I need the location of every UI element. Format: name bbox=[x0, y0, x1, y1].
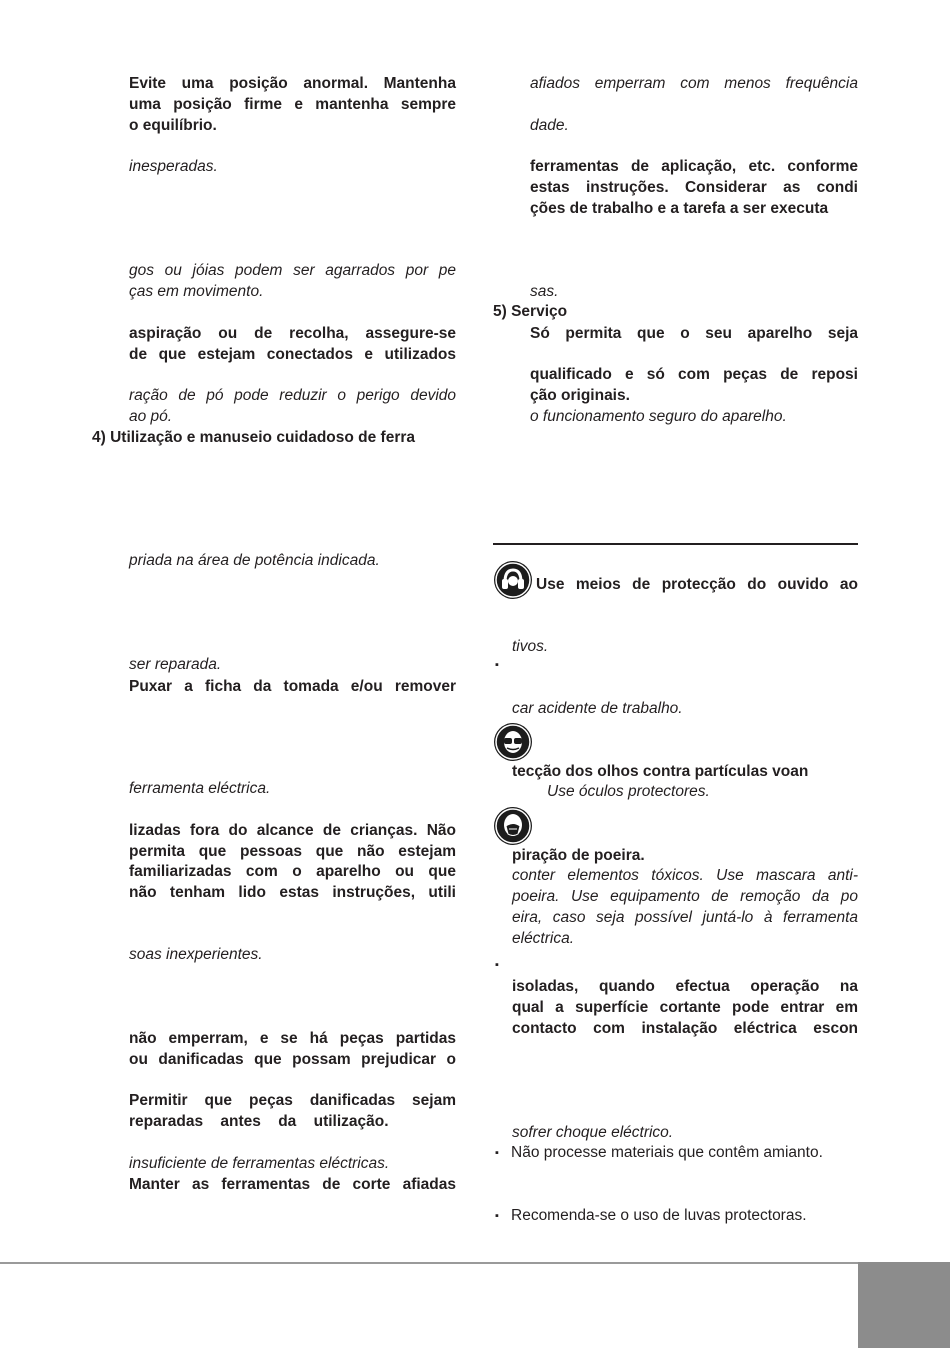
text-line: Só permita que o seu aparelho seja bbox=[530, 325, 858, 342]
section-heading: 5) Serviço bbox=[493, 303, 568, 320]
ear-protection-icon bbox=[494, 561, 532, 599]
page-tab bbox=[858, 1262, 950, 1348]
text-line: ferramentas de aplicação, etc. conforme bbox=[530, 158, 858, 175]
text-line: sofrer choque eléctrico. bbox=[512, 1124, 674, 1141]
text-line: Use meios de protecção do ouvido ao bbox=[536, 576, 858, 593]
text-line: sas. bbox=[530, 283, 559, 300]
text-line: de que estejam conectados e utilizados bbox=[129, 346, 456, 363]
text-line: Evite uma posição anormal. Mantenha bbox=[129, 75, 456, 92]
text-line: o equilíbrio. bbox=[129, 117, 217, 134]
text-line: Permitir que peças danificadas sejam bbox=[129, 1092, 456, 1109]
text-line: eira, caso seja possível juntá-lo à ferramenta bbox=[512, 909, 858, 926]
text-line: Puxar a ficha da tomada e/ou remover bbox=[129, 678, 456, 695]
footer-rule bbox=[0, 1262, 858, 1264]
eye-protection-icon bbox=[494, 723, 532, 761]
text-line: ferramenta eléctrica. bbox=[129, 780, 271, 797]
bullet-marker: ▪ bbox=[495, 1210, 499, 1222]
text-line: ser reparada. bbox=[129, 656, 222, 673]
text-line: inesperadas. bbox=[129, 158, 218, 175]
text-line: Use óculos protectores. bbox=[547, 783, 710, 800]
bullet-marker: ▪ bbox=[495, 1147, 499, 1159]
text-line: piração de poeira. bbox=[512, 847, 645, 864]
text-line: tecção dos olhos contra partículas voan bbox=[512, 763, 809, 780]
text-line: qualificado e só com peças de reposi bbox=[530, 366, 858, 383]
text-line: o funcionamento seguro do aparelho. bbox=[530, 408, 787, 425]
text-line: aspiração ou de recolha, assegure-se bbox=[129, 325, 456, 342]
text-line: soas inexperientes. bbox=[129, 946, 263, 963]
text-line: tivos. bbox=[512, 638, 549, 655]
text-line: uma posição firme e mantenha sempre bbox=[129, 96, 456, 113]
text-line: permita que pessoas que não estejam bbox=[129, 843, 456, 860]
text-line: ao pó. bbox=[129, 408, 173, 425]
text-line: Recomenda-se o uso de luvas protectoras. bbox=[511, 1207, 807, 1224]
text-line: ou danificadas que possam prejudicar o bbox=[129, 1051, 456, 1068]
text-line: priada na área de potência indicada. bbox=[129, 552, 380, 569]
bullet-marker: ▪ bbox=[495, 959, 499, 971]
text-line: ração de pó pode reduzir o perigo devido bbox=[129, 387, 456, 404]
text-line: gos ou jóias podem ser agarrados por pe bbox=[129, 262, 456, 279]
text-line: familiarizadas com o aparelho ou que bbox=[129, 863, 456, 880]
text-line: lizadas fora do alcance de crianças. Não bbox=[129, 822, 456, 839]
text-line: poeira. Use equipamento de remoção da po bbox=[512, 888, 858, 905]
text-line: eléctrica. bbox=[512, 930, 575, 947]
text-line: reparadas antes da utilização. bbox=[129, 1113, 389, 1130]
text-line: estas instruções. Considerar as condi bbox=[530, 179, 858, 196]
text-line: qual a superfície cortante pode entrar em bbox=[512, 999, 858, 1016]
text-line: ças em movimento. bbox=[129, 283, 264, 300]
text-line: insuficiente de ferramentas eléctricas. bbox=[129, 1155, 390, 1172]
text-line: contacto com instalação eléctrica escon bbox=[512, 1020, 858, 1037]
text-line: Não processe materiais que contêm amianto. bbox=[511, 1144, 823, 1161]
text-line: ções de trabalho e a tarefa a ser executa bbox=[530, 200, 829, 217]
bullet-marker: ▪ bbox=[495, 659, 499, 671]
text-line: não tenham lido estas instruções, utili bbox=[129, 884, 456, 901]
section-divider bbox=[493, 543, 858, 545]
text-line: afiados emperram com menos frequência bbox=[530, 75, 858, 92]
text-line: conter elementos tóxicos. Use mascara anti- bbox=[512, 867, 858, 884]
text-line: dade. bbox=[530, 117, 569, 134]
text-line: Manter as ferramentas de corte afiadas bbox=[129, 1176, 456, 1193]
section-heading: 4) Utilização e manuseio cuidadoso de ferra bbox=[92, 429, 416, 446]
text-line: car acidente de trabalho. bbox=[512, 700, 683, 717]
dust-mask-icon bbox=[494, 807, 532, 845]
text-line: isoladas, quando efectua operação na bbox=[512, 978, 858, 995]
text-line: ção originais. bbox=[530, 387, 630, 404]
text-line: não emperram, e se há peças partidas bbox=[129, 1030, 456, 1047]
